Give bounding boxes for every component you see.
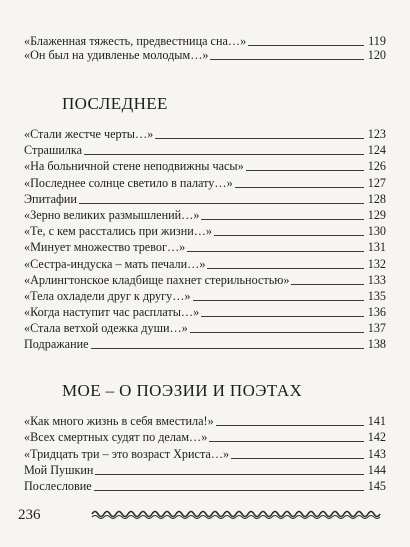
toc-entry-title: «Как много жизнь в себя вместила!» [24,414,214,428]
toc-entry-page: 123 [367,127,386,141]
toc-entry [24,174,386,190]
toc-entry [24,238,386,254]
toc-leader-line [210,59,364,60]
toc-entry [24,477,386,493]
toc-leader-line [235,187,364,188]
toc-entry [24,335,386,351]
toc-entry [24,303,386,319]
toc-leader-line [246,170,364,171]
toc-entry [24,222,386,238]
toc-entry-page: 143 [367,447,386,461]
toc-leader-line [291,284,364,285]
toc-entry-title: «Арлингтонское кладбище пахнет стерильностью» [24,273,290,287]
toc-leader-line [214,235,364,236]
toc-entry-page: 142 [367,430,386,444]
toc-entry-page: 145 [367,479,386,493]
toc-leader-line [190,332,364,333]
section-heading: ПОСЛЕДНЕЕ [62,94,168,113]
toc-entry-title: «Зерно великих размышлений…» [24,208,200,222]
toc-entry-title: Эпитафии [24,192,77,206]
toc-entry-page: 124 [367,143,386,157]
toc-leader-line [209,441,364,442]
toc-entry-title: «Тридцать три – это возраст Христа…» [24,447,230,461]
toc-entry [24,319,386,335]
toc-leader-line [84,154,364,155]
toc-entry-title: «Он был на удивленье молодым…» [24,48,209,62]
toc-entry-title: «Стали жестче черты…» [24,127,154,141]
toc-entry-page: 127 [367,176,386,190]
toc-entry [24,445,386,461]
toc-entry-page: 132 [367,257,386,271]
toc-entry-title: «Когда наступит час расплаты…» [24,305,200,319]
toc-entry-title: «Стала ветхой одежка души…» [24,321,188,335]
toc-entry-page: 130 [367,224,386,238]
toc-entry [24,271,386,287]
toc-entry-title: «Сестра-индуска – мать печали…» [24,257,206,271]
toc-entry [24,206,386,222]
toc-leader-line [91,348,364,349]
toc-entry [24,255,386,271]
toc-entry-title: Страшилка [24,143,83,157]
toc-entry-page: 131 [367,240,386,254]
decorative-wave-rule-icon [90,508,386,520]
toc-entry-title: «Последнее солнце светило в палату…» [24,176,233,190]
toc-entry-title: «Минует множество тревог…» [24,240,186,254]
toc-entry-title: Послесловие [24,479,92,493]
toc-entry [24,190,386,206]
toc-entry [24,141,386,157]
toc-entry-page: 135 [367,289,386,303]
toc-entry [24,46,386,62]
toc-entry-page: 137 [367,321,386,335]
toc-entry-page: 141 [367,414,386,428]
toc-leader-line [231,458,364,459]
toc-entry-title: «На больничной стене неподвижны часы» [24,159,244,173]
toc-entry-title: «Всех смертных судят по делам…» [24,430,208,444]
toc-entry-page: 133 [367,273,386,287]
section-heading: МОЕ – О ПОЭЗИИ И ПОЭТАХ [62,381,303,400]
toc-leader-line [216,425,364,426]
toc-entry [24,287,386,303]
toc-entry-title: «Блаженная тяжесть, предвестница сна…» [24,34,247,48]
toc-leader-line [79,203,364,204]
toc-entry-page: 144 [367,463,386,477]
toc-entry-page: 126 [367,159,386,173]
toc-entry [24,125,386,141]
toc-entry [24,157,386,173]
toc-entry [24,412,386,428]
toc-leader-line [94,490,364,491]
toc-leader-line [187,251,364,252]
page-number: 236 [18,507,41,523]
toc-entry-page: 138 [367,337,386,351]
toc-entry-page: 128 [367,192,386,206]
toc-leader-line [95,474,364,475]
toc-entry-title: «Тела охладели друг к другу…» [24,289,191,303]
toc-entry-page: 120 [367,48,386,62]
toc-entry [24,428,386,444]
toc-entry-title: «Те, с кем расстались при жизни…» [24,224,213,238]
toc-entry-title: Подражание [24,337,89,351]
toc-entry-page: 119 [368,34,386,48]
toc-leader-line [155,138,364,139]
toc-entry-page: 129 [367,208,386,222]
toc-entry-page: 136 [367,305,386,319]
toc-leader-line [207,268,364,269]
toc-entry-title: Мой Пушкин [24,463,94,477]
toc-entry [24,461,386,477]
toc-leader-line [201,219,364,220]
toc-leader-line [201,316,364,317]
toc-leader-line [193,300,365,301]
